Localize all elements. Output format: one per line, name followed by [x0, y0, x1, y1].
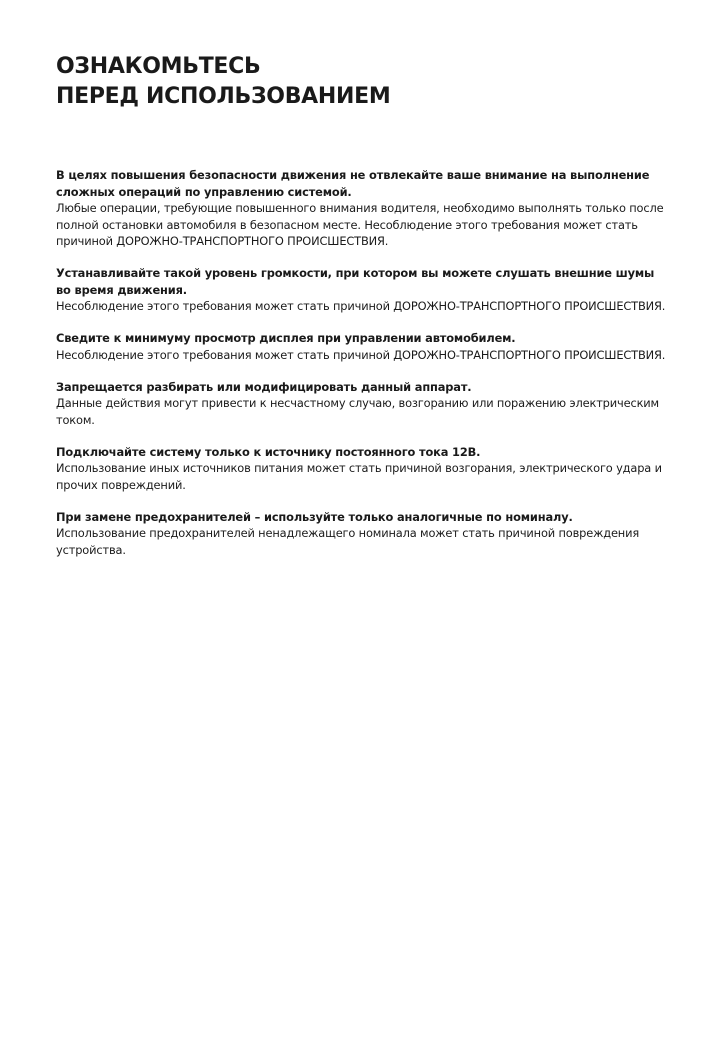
warnings-list [56, 167, 666, 558]
warning-body: Несоблюдение этого требования может стать причиной ДОРОЖНО-ТРАНСПОРТНОГО ПРОИСШЕСТВИЯ. [56, 347, 666, 362]
page-title [56, 52, 666, 112]
warning-section [56, 509, 666, 559]
warning-body: Любые операции, требующие повышенного внимания водителя, необходимо выполнять только после полной остановки автомобиля в безопасном месте. Несоблюдение этого требования может стать причиной ДОРОЖНО-ТРАНСПОРТНОГО ПРОИСШЕСТВИЯ. [56, 201, 664, 248]
warning-heading: В целях повышения безопасности движения не отвлекайте ваше внимание на выполнение сложных операций по управлению системой. [56, 168, 650, 199]
warning-heading: Сведите к минимуму просмотр дисплея при управлении автомобилем. [56, 331, 516, 345]
warning-section [56, 379, 666, 429]
warning-section [56, 167, 666, 250]
warning-heading: При замене предохранителей – используйте только аналогичные по номиналу. [56, 509, 573, 524]
warning-heading: Устанавливайте такой уровень громкости, при котором вы можете слушать внешние шумы во время движения. [56, 266, 655, 297]
warning-section [56, 330, 666, 363]
warning-section [56, 265, 666, 315]
page-title-line-2: ПЕРЕД ИСПОЛЬЗОВАНИЕМ [56, 84, 391, 109]
warning-section [56, 444, 666, 494]
page-content [56, 52, 666, 574]
warning-body: Данные действия могут привести к несчастному случаю, возгоранию или поражению электрическим током. [56, 396, 659, 427]
warning-heading: Запрещается разбирать или модифицировать данный аппарат. [56, 379, 472, 394]
page-title-line-1: ОЗНАКОМЬТЕСЬ [56, 54, 261, 79]
warning-body: Использование предохранителей ненадлежащего номинала может стать причиной повреждения устройства. [56, 526, 640, 557]
warning-heading: Подключайте систему только к источнику постоянного тока 12В. [56, 444, 481, 459]
warning-body: Несоблюдение этого требования может стать причиной ДОРОЖНО-ТРАНСПОРТНОГО ПРОИСШЕСТВИЯ. [56, 299, 666, 313]
warning-body: Использование иных источников питания может стать причиной возгорания, электрического удара и прочих повреждений. [56, 461, 662, 492]
